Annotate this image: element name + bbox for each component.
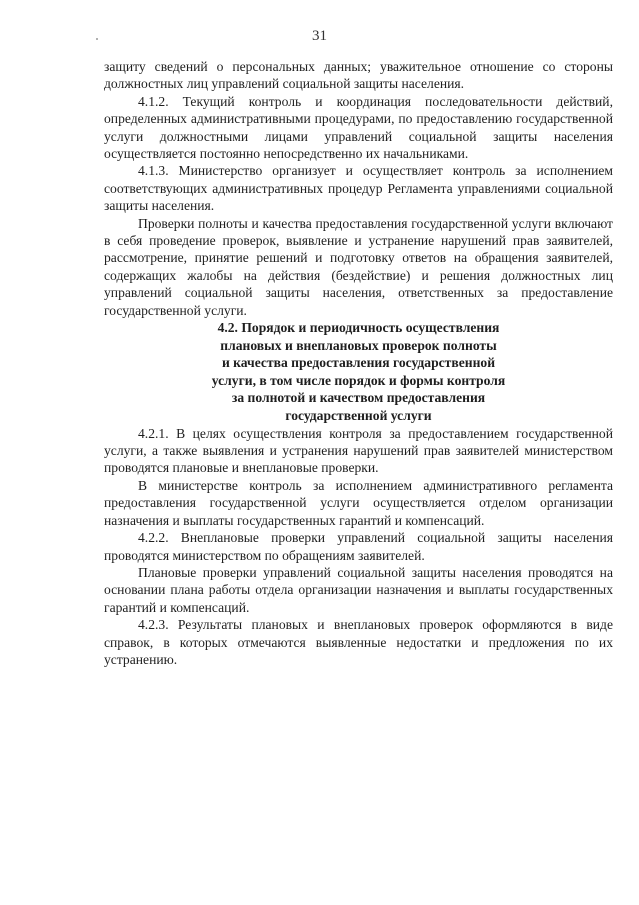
paragraph-planned-checks: Плановые проверки управлений социальной защиты населения проводятся на основании плана работы отдела организации назначения и выплаты государственных гарантий и компенсаций. (104, 564, 613, 615)
section-heading-4-2 (104, 319, 613, 425)
heading-line: 4.2. Порядок и периодичность осуществления (217, 320, 500, 336)
document-body (104, 58, 613, 668)
paragraph-4-2-1: 4.2.1. В целях осуществления контроля за предоставлением государственной услуги, а также выявления и устранения нарушений прав заявителей министерством проводятся плановые и внеплановые проверки. (104, 425, 613, 476)
heading-line: и качества предоставления государственной (221, 355, 496, 371)
heading-line: плановых и внеплановых проверок полноты (220, 337, 497, 353)
heading-line: государственной услуги (285, 408, 432, 424)
heading-line: услуги, в том числе порядок и формы контроля (211, 372, 506, 388)
paragraph-4-1-3: 4.1.3. Министерство организует и осуществляет контроль за исполнением соответствующих административных процедур Регламента управлениями социальной защиты населения. (104, 163, 613, 214)
paragraph-continuation: защиту сведений о персональных данных; уважительное отношение со стороны должностных лиц управлений социальной защиты населения. (104, 59, 613, 92)
paragraph-ministry-control: В министерстве контроль за исполнением административного регламента предоставления государственной услуги осуществляется отделом организации назначения и выплаты государственных гарантий и компенсаций. (104, 477, 613, 528)
scan-artifact (96, 38, 98, 40)
page-number: 31 (312, 28, 327, 44)
paragraph-4-2-2: 4.2.2. Внеплановые проверки управлений социальной защиты населения проводятся министерством по обращениям заявителей. (104, 530, 613, 563)
paragraph-4-2-3: 4.2.3. Результаты плановых и внеплановых проверок оформляются в виде справок, в которых отмечаются выявленные недостатки и предложения по их устранению. (104, 617, 613, 667)
heading-line: за полнотой и качеством предоставления (231, 390, 486, 406)
paragraph-4-1-2: 4.1.2. Текущий контроль и координация последовательности действий, определенных административными процедурами, по предоставлению государственной услуги должностными лицами управлений социальной защиты населения осуществляется постоянно непосредственно их начальниками. (104, 93, 613, 162)
paragraph-checks: Проверки полноты и качества предоставления государственной услуги включают в себя проведение проверок, выявление и устранение нарушений прав заявителей, рассмотрение, принятие решений и подготовку ответов на обращения заявителей, содержащих жалобы на действия (бездействие) и решения должностных лиц управлений социальной защиты населения, ответственных за предоставление государственной услуги. (104, 215, 613, 318)
